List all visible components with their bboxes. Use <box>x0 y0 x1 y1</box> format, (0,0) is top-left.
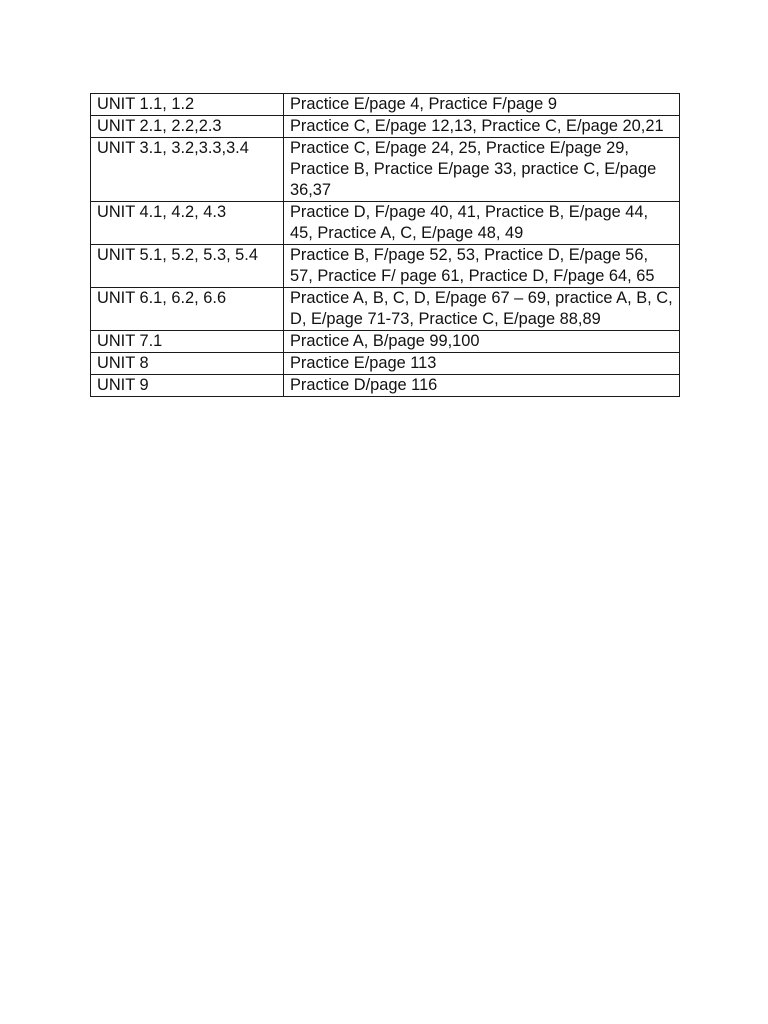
unit-cell: UNIT 8 <box>91 353 284 375</box>
practice-cell: Practice D, F/page 40, 41, Practice B, E/page 44, 45, Practice A, C, E/page 48, 49 <box>284 202 680 245</box>
table-row <box>91 331 680 353</box>
table-row <box>91 94 680 116</box>
practice-cell: Practice D/page 116 <box>284 375 680 397</box>
unit-cell: UNIT 5.1, 5.2, 5.3, 5.4 <box>91 245 284 288</box>
practice-cell: Practice E/page 4, Practice F/page 9 <box>284 94 680 116</box>
table-row <box>91 138 680 202</box>
practice-cell: Practice B, F/page 52, 53, Practice D, E/page 56, 57, Practice F/ page 61, Practice D, F/page 64, 65 <box>284 245 680 288</box>
unit-cell: UNIT 1.1, 1.2 <box>91 94 284 116</box>
table-row <box>91 353 680 375</box>
unit-cell: UNIT 6.1, 6.2, 6.6 <box>91 288 284 331</box>
table-row <box>91 245 680 288</box>
practice-cell: Practice A, B, C, D, E/page 67 – 69, practice A, B, C, D, E/page 71-73, Practice C, E/page 88,89 <box>284 288 680 331</box>
unit-cell: UNIT 2.1, 2.2,2.3 <box>91 116 284 138</box>
table-row <box>91 288 680 331</box>
unit-cell: UNIT 3.1, 3.2,3.3,3.4 <box>91 138 284 202</box>
practice-cell: Practice C, E/page 12,13, Practice C, E/page 20,21 <box>284 116 680 138</box>
practice-cell: Practice A, B/page 99,100 <box>284 331 680 353</box>
table-row <box>91 375 680 397</box>
practice-cell: Practice E/page 113 <box>284 353 680 375</box>
table-row <box>91 202 680 245</box>
unit-cell: UNIT 7.1 <box>91 331 284 353</box>
table-row <box>91 116 680 138</box>
unit-cell: UNIT 4.1, 4.2, 4.3 <box>91 202 284 245</box>
practice-cell: Practice C, E/page 24, 25, Practice E/page 29, Practice B, Practice E/page 33, practice C, E/page 36,37 <box>284 138 680 202</box>
unit-cell: UNIT 9 <box>91 375 284 397</box>
units-practice-table <box>90 93 680 397</box>
